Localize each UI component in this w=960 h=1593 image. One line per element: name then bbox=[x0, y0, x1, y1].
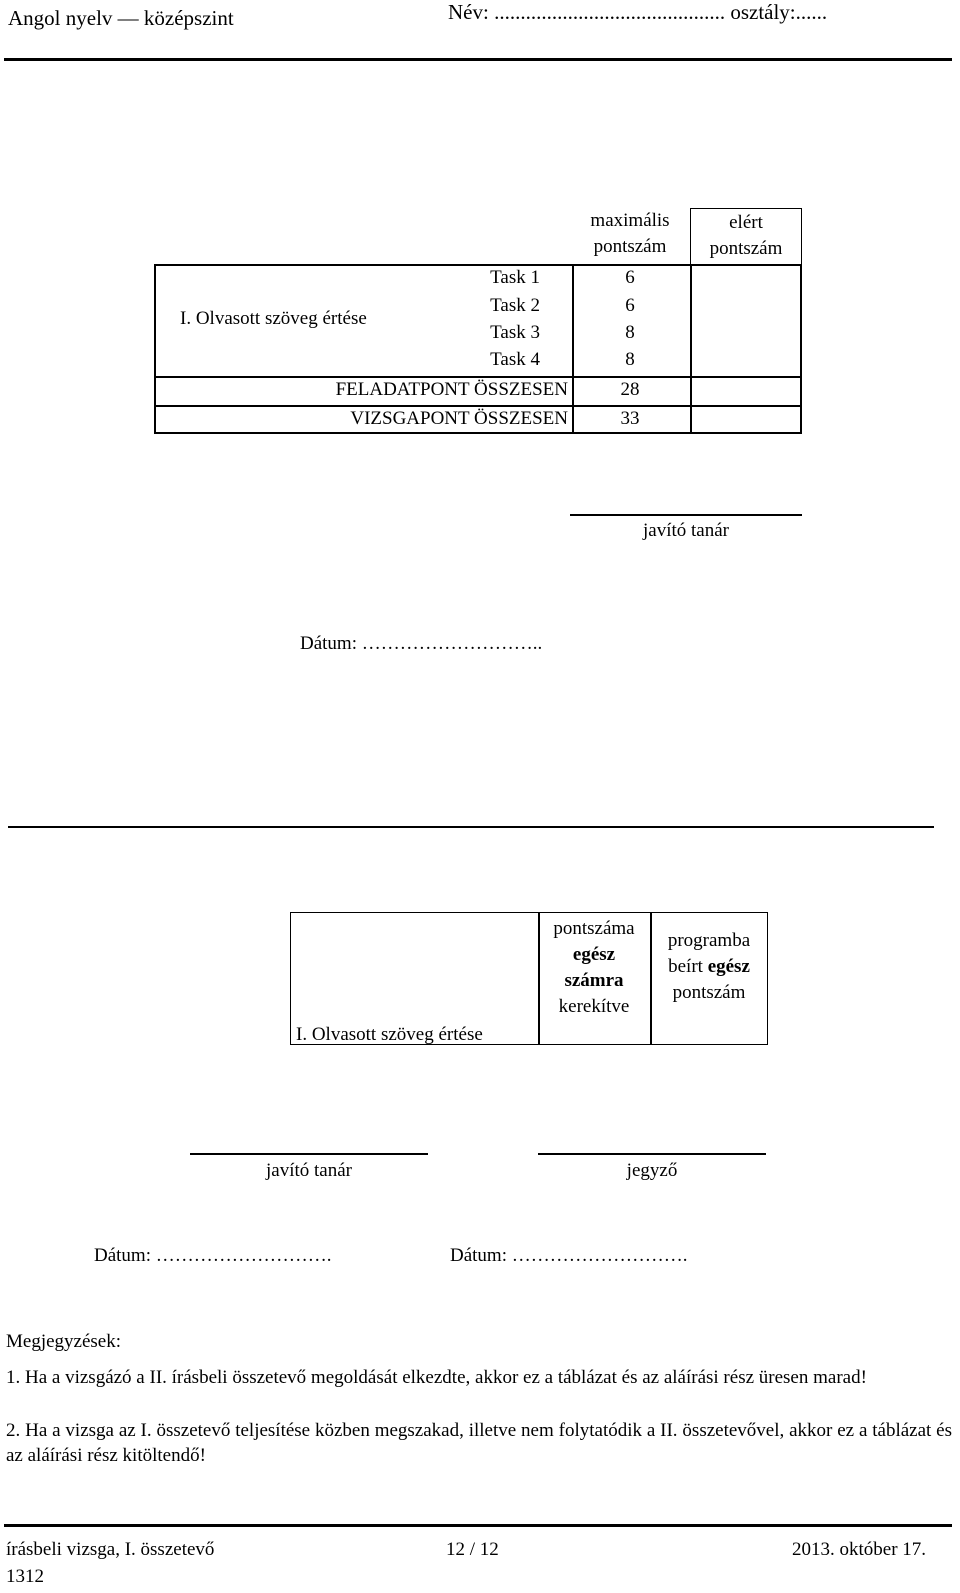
note-2: 2. Ha a vizsga az I. összetevő teljesítése közben megszakad, illetve nem folytatódik a II. összetevővel, akkor ez a táblázat és az aláírási rész kitöltendő! bbox=[6, 1420, 952, 1466]
signature-label-1: javító tanár bbox=[643, 520, 729, 541]
col-got-line1: elért bbox=[729, 212, 763, 233]
task-2-max: 6 bbox=[625, 295, 635, 316]
footer-page: 12 / 12 bbox=[446, 1539, 499, 1560]
signature-line-notary bbox=[538, 1153, 766, 1155]
table1-hline-exam bbox=[154, 405, 802, 407]
total-max: 28 bbox=[620, 379, 640, 400]
signature-date-1[interactable]: Dátum: ……………………….. bbox=[300, 633, 543, 654]
header-subject: Angol nyelv — középszint bbox=[8, 6, 234, 30]
col-got-header bbox=[690, 210, 802, 262]
table1-section-label: I. Olvasott szöveg értése bbox=[180, 308, 367, 329]
col1-line4: kerekítve bbox=[558, 996, 630, 1017]
signature-line-1 bbox=[570, 514, 802, 516]
signature-line-teacher bbox=[190, 1153, 428, 1155]
table1-vline-max bbox=[572, 264, 574, 434]
note-1: 1. Ha a vizsgázó a II. írásbeli összetevő megoldását elkezdte, akkor ez a táblázat és az aláírási rész üresen marad! bbox=[6, 1367, 867, 1388]
col1-line3: számra bbox=[564, 970, 624, 991]
header-rule bbox=[4, 58, 952, 61]
footer-rule bbox=[4, 1524, 952, 1527]
signature-label-notary: jegyző bbox=[626, 1160, 678, 1181]
table2-col2-header bbox=[650, 928, 768, 1006]
header-name-field[interactable]: Név: ............................................ osztály:...... bbox=[448, 0, 828, 24]
col2-line3: pontszám bbox=[672, 982, 746, 1003]
col2-line2 bbox=[650, 954, 768, 980]
table1-vline-got bbox=[690, 264, 692, 434]
col-max-line1: maximális bbox=[590, 210, 670, 231]
notes-title: Megjegyzések: bbox=[6, 1331, 122, 1352]
table2-section-label: I. Olvasott szöveg értése bbox=[296, 1024, 483, 1045]
col1-line1: pontszáma bbox=[553, 918, 635, 939]
exam-label: VIZSGAPONT ÖSSZESEN bbox=[350, 408, 568, 429]
col-max-header bbox=[570, 208, 690, 260]
col2-line2b: egész bbox=[707, 956, 750, 977]
signature-date-notary[interactable]: Dátum: ………………………. bbox=[450, 1245, 688, 1266]
task-1-max: 6 bbox=[625, 267, 635, 288]
col2-line1: programba bbox=[667, 930, 751, 951]
table2-col1-header bbox=[538, 916, 650, 1020]
task-2-label: Task 2 bbox=[490, 295, 540, 316]
total-label: FELADATPONT ÖSSZESEN bbox=[335, 379, 568, 400]
task-4-max: 8 bbox=[625, 349, 635, 370]
signature-date-teacher[interactable]: Dátum: ………………………. bbox=[94, 1245, 332, 1266]
task-3-max: 8 bbox=[625, 322, 635, 343]
task-3-label: Task 3 bbox=[490, 322, 540, 343]
col2-line2a: beírt bbox=[668, 956, 708, 977]
task-1-label: Task 1 bbox=[490, 267, 540, 288]
footer-left: írásbeli vizsga, I. összetevő bbox=[6, 1539, 215, 1560]
col1-line2: egész bbox=[572, 944, 616, 965]
section-separator bbox=[8, 826, 934, 828]
footer-date: 2013. október 17. bbox=[792, 1539, 927, 1560]
table1-hline-total bbox=[154, 376, 802, 378]
signature-label-teacher: javító tanár bbox=[266, 1160, 352, 1181]
col-max-line2: pontszám bbox=[593, 236, 667, 257]
col-got-line2: pontszám bbox=[709, 238, 783, 259]
footer-code: 1312 bbox=[6, 1566, 44, 1587]
exam-max: 33 bbox=[620, 408, 640, 429]
task-4-label: Task 4 bbox=[490, 349, 540, 370]
